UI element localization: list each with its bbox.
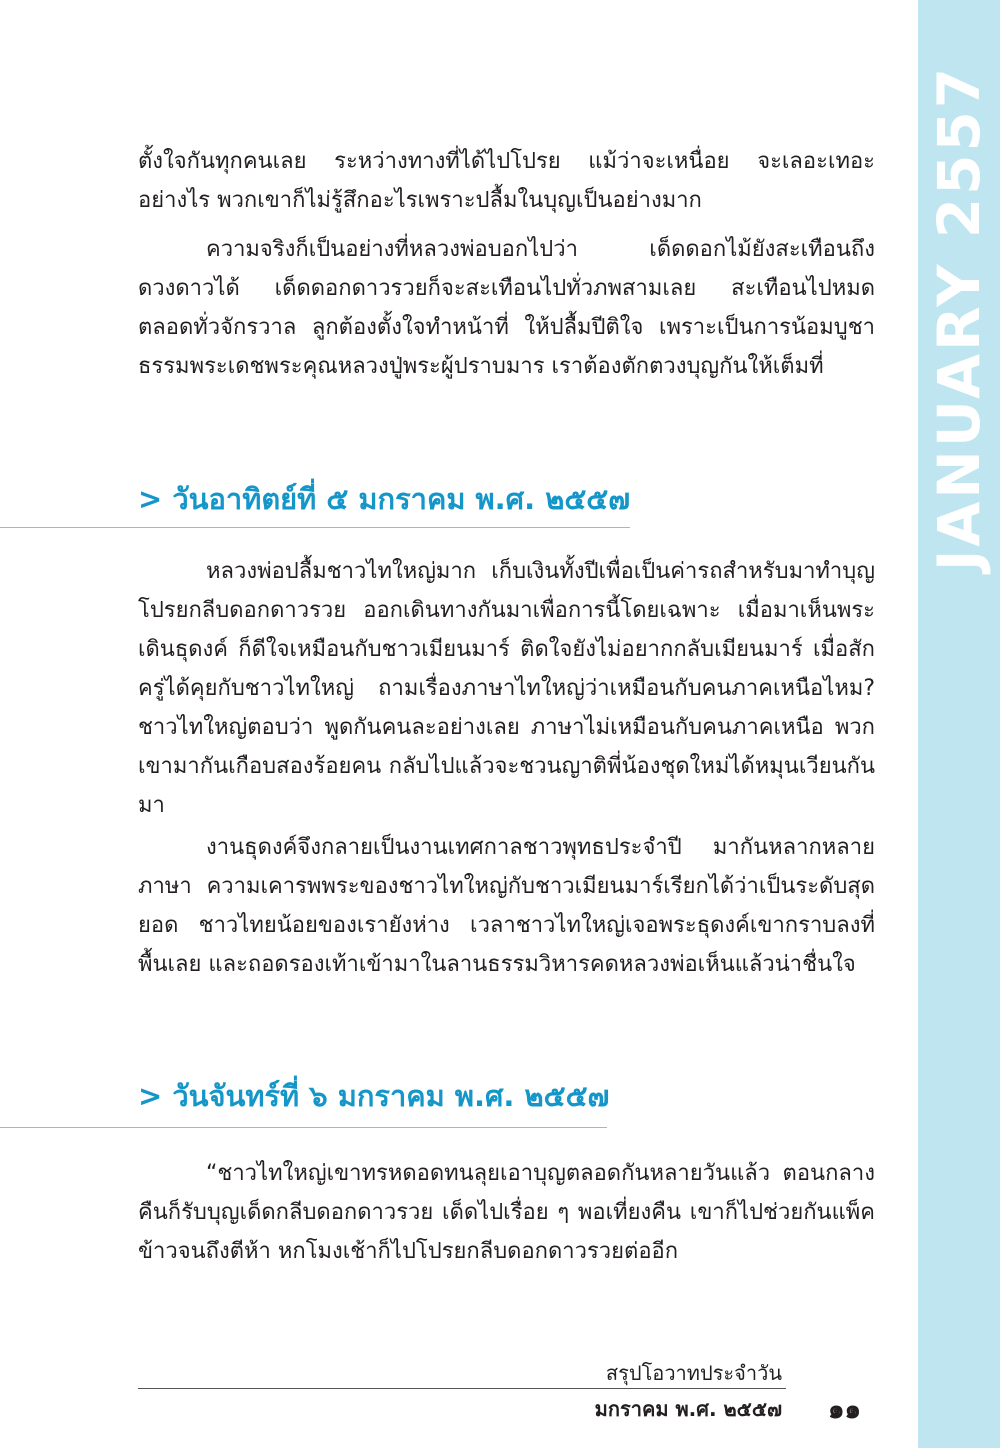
sidebar-month-title: JANUARY 2557 xyxy=(925,64,993,572)
heading-divider xyxy=(0,1127,607,1128)
page-number: ๑๑ xyxy=(828,1395,862,1425)
paragraph-festival: งานธุดงค์จึงกลายเป็นงานเทศกาลชาวพุทธประจำปี มากันหลากหลายภาษา ความเคารพพระของชาวไทใหญ่กับชาวเมียนมาร์เรียกได้ว่าเป็นระดับสุดยอด ชาวไทยน้อยของเรายังห่าง เวลาชาวไทใหญ่เจอพระธุดงค์เขากราบลงที่พื้นเลย และถอดรองเท้าเข้ามาในลานธรรมวิหารคดหลวงพ่อเห็นแล้วน่าชื่นใจ xyxy=(138,835,875,977)
paragraph-continued: ตั้งใจกันทุกคนเลย ระหว่างทางที่ได้ไปโปรย แม้ว่าจะเหนื่อย จะเลอะเทอะอย่างไร พวกเขาก็ไม่รู้สึกอะไรเพราะปลื้มในบุญเป็นอย่างมาก xyxy=(138,149,875,213)
paragraph-shan-people: หลวงพ่อปลื้มชาวไทใหญ่มาก เก็บเงินทั้งปีเพื่อเป็นค่ารถสำหรับมาทำบุญโปรยกลีบดอกดาวรวย ออกเดินทางกันมาเพื่อการนี้โดยเฉพาะ เมื่อมาเห็นพระเดินธุดงค์ ก็ดีใจเหมือนกับชาวเมียนมาร์ ติดใจยังไม่อยากกลับเมียนมาร์ เมื่อสักครู่ได้คุยกับชาวไทใหญ่ ถามเรื่องภาษาไทใหญ่ว่าเหมือนกับคนภาคเหนือไหม? ชาวไทใหญ่ตอบว่า พูดกันคนละอย่างเลย ภาษาไม่เหมือนกับคนภาคเหนือ พวกเขามากันเกือบสองร้อยคน กลับไปแล้วจะชวนญาติพี่น้องชุดใหม่ได้หมุนเวียนกันมา xyxy=(138,559,875,818)
heading-divider xyxy=(0,527,630,528)
footer-month-year: มกราคม พ.ศ. ๒๕๕๗ xyxy=(594,1397,782,1421)
paragraph-quote: “ชาวไทใหญ่เขาทรหดอดทนลุยเอาบุญตลอดกันหลายวันแล้ว ตอนกลางคืนก็รับบุญเด็ดกลีบดอกดาวรวย เด็ดไปเรื่อย ๆ พอเที่ยงคืน เขาก็ไปช่วยกันแพ็คข้าวจนถึงตีห้า หกโมงเช้าก็ไปโปรยกลีบดอกดาวรวยต่ออีก xyxy=(138,1161,875,1264)
footer-book-title: สรุปโอวาทประจำวัน xyxy=(605,1361,782,1385)
section-heading-monday: > วันจันทร์ที่ ๖ มกราคม พ.ศ. ๒๕๕๗ xyxy=(138,1079,610,1113)
footer-divider xyxy=(138,1388,786,1389)
section-heading-sunday: > วันอาทิตย์ที่ ๕ มกราคม พ.ศ. ๒๕๕๗ xyxy=(138,482,631,516)
paragraph-truth: ความจริงก็เป็นอย่างที่หลวงพ่อบอกไปว่า เด็ดดอกไม้ยังสะเทือนถึงดวงดาวได้ เด็ดดอกดาวรวยก็จะสะเทือนไปทั่วภพสามเลย สะเทือนไปหมด ตลอดทั่วจักรวาล ลูกต้องตั้งใจทำหน้าที่ ให้ปลื้มปีติใจ เพราะเป็นการน้อมบูชาธรรมพระเดชพระคุณหลวงปู่พระผู้ปราบมาร เราต้องตักตวงบุญกันให้เต็มที่ xyxy=(138,237,875,379)
